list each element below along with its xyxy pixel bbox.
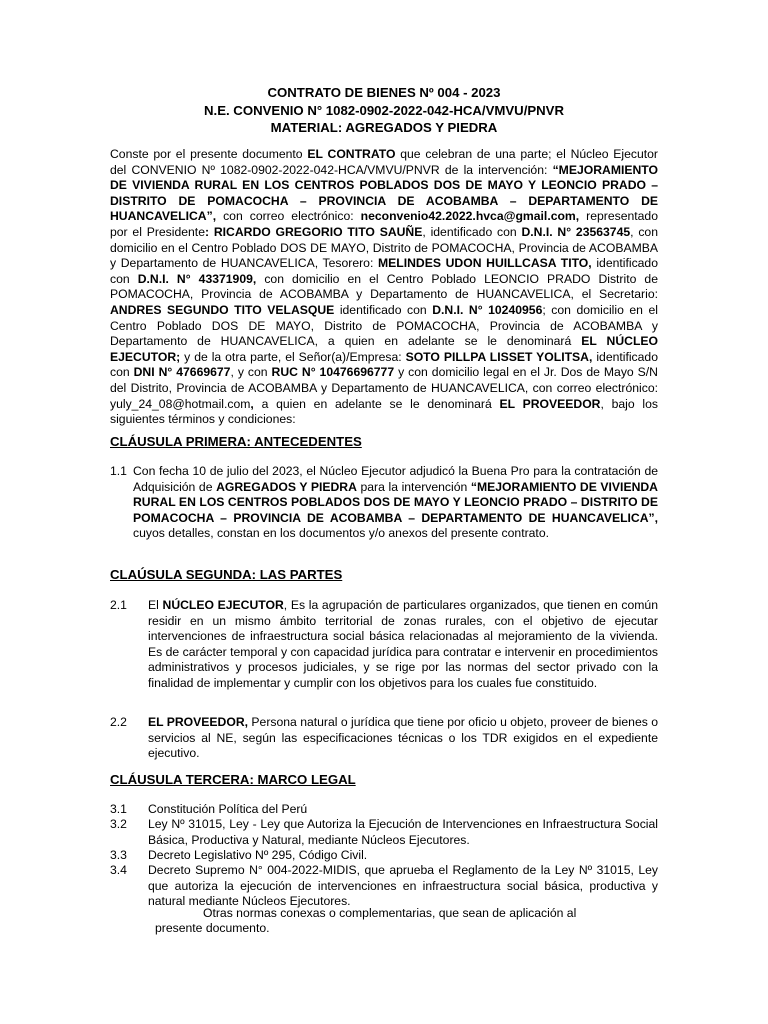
contract-title (0, 84, 768, 137)
clause-2-2-text: EL PROVEEDOR, Persona natural o jurídica que tiene por oficio u objeto, proveer de bienes o servicios al NE, según las especificaciones técnicas o los TDR exigidos en el expediente ejecutivo. (148, 715, 658, 761)
intro-paragraph: Conste por el presente documento EL CONTRATO que celebran de una parte; el Núcleo Ejecutor del CONVENIO Nº 1082-0902-2022-042-HCA/VMVU/PNVR de la intervención: “MEJORAMIENTO DE VIVIENDA RURAL EN LOS CENTROS POBLADOS DOS DE MAYO Y LEONCIO PRADO – DISTRITO DE POMACOCHA – PROVINCIA DE ACOBAMBA – DEPARTAMENTO DE HUANCAVELICA”, con correo electrónico: neconvenio42.2022.hvca@gmail.com, representado por el Presidente: RICARDO GREGORIO TITO SAUÑE, identificado con D.N.I. N° 23563745, con domicilio en el Centro Poblado DOS DE MAYO, Distrito de POMACOCHA, Provincia de ACOBAMBA y Departamento de HUANCAVELICA, Tesorero: MELINDES UDON HUILLCASA TITO, identificado con D.N.I. N° 43371909, con domicilio en el Centro Poblado LEONCIO PRADO Distrito de POMACOCHA, Provincia de ACOBAMBA y Departamento de HUANCAVELICA, el Secretario: ANDRES SEGUNDO TITO VELASQUE identificado con D.N.I. N° 10240956; con domicilio en el Centro Poblado DOS DE MAYO, Distrito de POMACOCHA, Provincia de ACOBAMBA y Departamento de HUANCAVELICA, a quien en adelante se le denominará EL NÚCLEO EJECUTOR; y de la otra parte, el Señor(a)/Empresa: SOTO PILLPA LISSET YOLITSA, identificado con DNI N° 47669677, y con RUC N° 10476696777 y con domicilio legal en el Jr. Dos de Mayo S/N del Distrito, Provincia de ACOBAMBA y Departamento de HUANCAVELICA, con correo electrónico: yuly_24_08@hotmail.com, a quien en adelante se le denominará EL PROVEEDOR, bajo los siguientes términos y condiciones: (110, 147, 658, 427)
clause-3-3-number: 3.3 (110, 848, 127, 862)
clause-3-2-text: Ley Nº 31015, Ley - Ley que Autoriza la Ejecución de Intervenciones en Infraestructura Social Básica, Productiva y Natural, mediante Núcleos Ejecutores. (148, 817, 658, 847)
clause-3-heading: CLÁUSULA TERCERA: MARCO LEGAL (110, 772, 356, 787)
clause-1-1-number: 1.1 (110, 464, 127, 478)
clause-3-4-text: Decreto Supremo N° 004-2022-MIDIS, que aprueba el Reglamento de la Ley Nº 31015, Ley que autoriza la ejecución de intervenciones en infraestructura social básica, productiva y natural mediante Núcleos Ejecutores. (148, 863, 658, 909)
clause-3-2-number: 3.2 (110, 817, 127, 831)
clause-2-2-number: 2.2 (110, 715, 127, 729)
closing-line-1: Otras normas conexas o complementarias, que sean de aplicación al (203, 906, 577, 920)
title-line-3: MATERIAL: AGREGADOS Y PIEDRA (270, 120, 498, 135)
clause-3-4-number: 3.4 (110, 863, 127, 877)
clause-3-1-text: Constitución Política del Perú (148, 802, 308, 816)
clause-1-1-text: Con fecha 10 de julio del 2023, el Núcleo Ejecutor adjudicó la Buena Pro para la contratación de Adquisición de AGREGADOS Y PIEDRA para la intervención “MEJORAMIENTO DE VIVIENDA RURAL EN LOS CENTROS POBLADOS DOS DE MAYO Y LEONCIO PRADO – DISTRITO DE POMACOCHA – PROVINCIA DE ACOBAMBA – DEPARTAMENTO DE HUANCAVELICA”, cuyos detalles, constan en los documentos y/o anexos del presente contrato. (133, 464, 658, 541)
clause-2-1-text: El NÚCLEO EJECUTOR, Es la agrupación de particulares organizados, que tienen en común residir en un mismo ámbito territorial de zonas rurales, con el objetivo de ejecutar intervenciones de infraestructura social básica relacionadas al mejoramiento de la vivienda. Es de carácter temporal y con capacidad jurídica para contratar e intervenir en procedimientos administrativos y procesos judiciales, y se rige por las normas del sector privado con la finalidad de implementar y cumplir con los objetivos para los cuales fue constituido. (148, 598, 658, 690)
clause-3-3-text: Decreto Legislativo Nº 295, Código Civil. (148, 848, 368, 862)
title-line-2: N.E. CONVENIO N° 1082-0902-2022-042-HCA/VMVU/PNVR (204, 102, 564, 118)
title-line-1: CONTRATO DE BIENES Nº 004 - 2023 (267, 85, 501, 100)
clause-3-1-number: 3.1 (110, 802, 127, 816)
clause-1-heading: CLÁUSULA PRIMERA: ANTECEDENTES (110, 434, 362, 449)
clause-2-heading: CLAÚSULA SEGUNDA: LAS PARTES (110, 567, 343, 582)
closing-line-2: presente documento. (155, 921, 270, 935)
clause-2-1-number: 2.1 (110, 598, 127, 612)
